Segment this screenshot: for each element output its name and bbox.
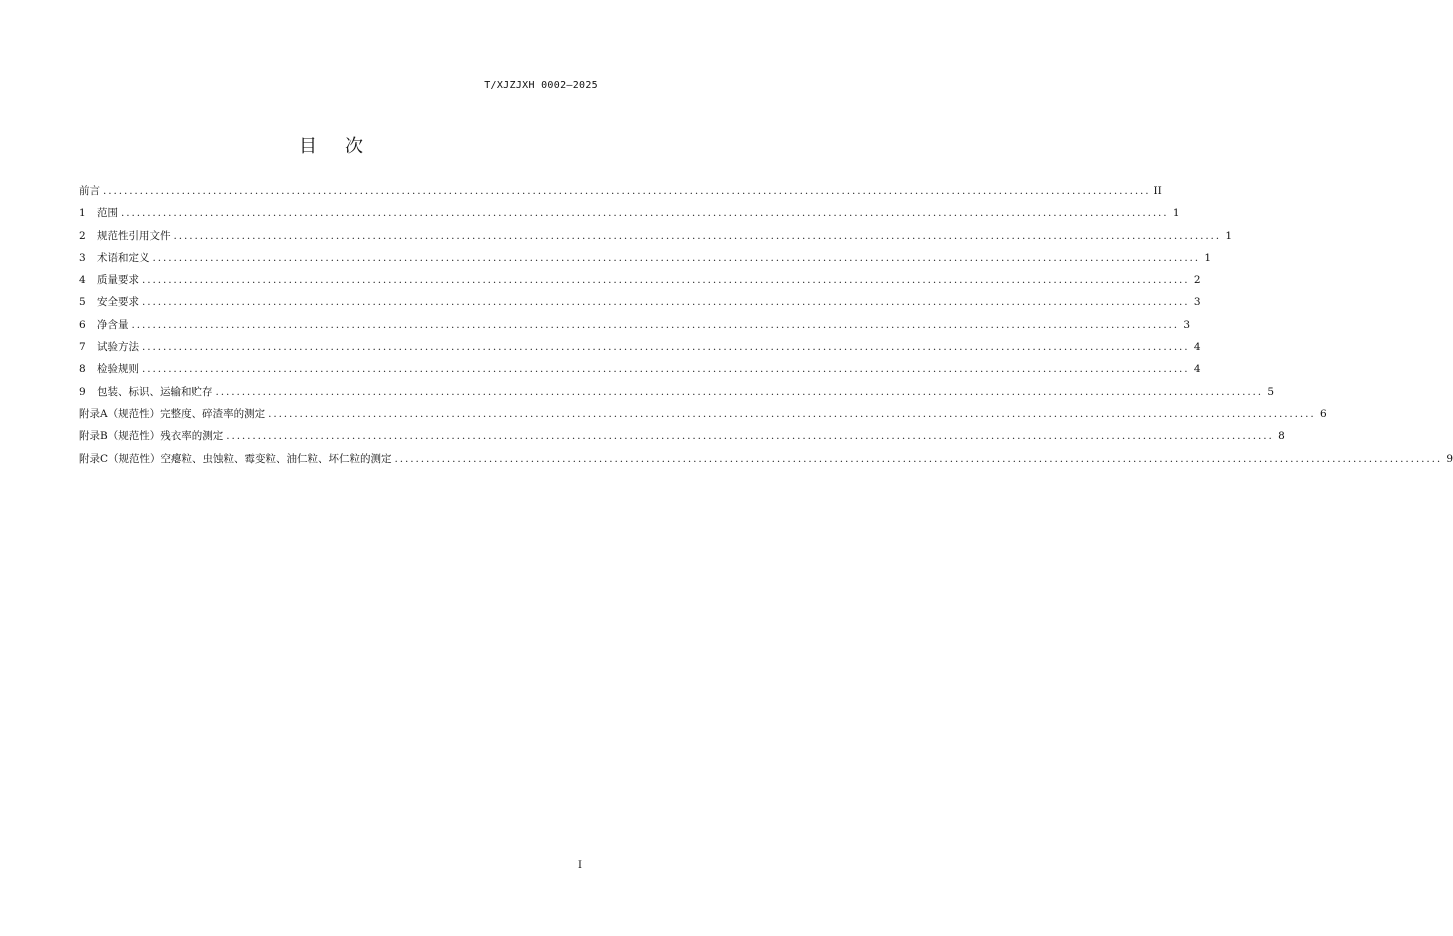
- toc-entry-page: 6: [1319, 407, 1327, 420]
- page-number: I: [578, 860, 582, 871]
- toc-appendix-number: 附录A（规范性）: [79, 407, 161, 420]
- toc-entry-appendix-b[interactable]: [79, 425, 1285, 447]
- toc-entry-label: 前言: [79, 185, 100, 197]
- toc-entry-label: 空瘪粒、虫蚀粒、霉变粒、油仁粒、坏仁粒的测定: [160, 452, 392, 465]
- toc-entry-number: 3: [79, 251, 86, 264]
- toc-entry-2[interactable]: [79, 225, 1233, 247]
- toc-leader-dots: ........................................................................................................................................................................................................: [131, 318, 1180, 331]
- toc-entry-page: 8: [1278, 430, 1285, 443]
- toc-entry-label: 范围: [97, 207, 118, 220]
- toc-entry-4[interactable]: [79, 269, 1201, 291]
- toc-leader-dots: ........................................................................................................................................................................................................: [215, 385, 1264, 398]
- toc-entry-page: 1: [1225, 229, 1233, 242]
- toc-entry-7[interactable]: [79, 336, 1201, 358]
- toc-entry-page: 3: [1183, 318, 1191, 331]
- toc-entry-label: 试验方法: [97, 341, 139, 354]
- toc-entry-page: 1: [1204, 251, 1212, 264]
- toc-entry-number: 7: [79, 341, 86, 354]
- toc-entry-page: II: [1153, 185, 1162, 197]
- toc-entry-9[interactable]: [79, 381, 1275, 403]
- toc-entry-label: 残衣率的测定: [160, 430, 224, 443]
- toc-leader-dots: ........................................................................................................................................................................................................: [142, 296, 1190, 309]
- toc-entry-page: 2: [1193, 274, 1201, 287]
- toc-leader-dots: ........................................................................................................................................................................................................: [142, 341, 1190, 354]
- toc-leader-dots: ........................................................................................................................................................................................................: [142, 363, 1190, 376]
- toc-leader-dots: ........................................................................................................................................................................................................: [142, 274, 1190, 287]
- toc-entry-8[interactable]: [79, 358, 1201, 380]
- toc-entry-number: 2: [79, 229, 86, 242]
- toc-entry-1[interactable]: [79, 202, 1180, 224]
- toc-entry-number: 8: [79, 363, 86, 376]
- toc-entry-label: 术语和定义: [97, 251, 150, 264]
- toc-entry-number: 5: [79, 296, 86, 309]
- toc-entry-number: 1: [79, 207, 86, 220]
- toc-entry-label: 安全要求: [97, 296, 139, 309]
- toc-entry-page: 1: [1172, 207, 1180, 220]
- toc-leader-dots: ........................................................................................................................................................................................................: [394, 452, 1443, 465]
- toc-entry-5[interactable]: [79, 291, 1201, 313]
- toc-leader-dots: ........................................................................................................................................................................................................: [173, 229, 1222, 242]
- toc-entry-label: 完整度、碎渣率的测定: [160, 407, 266, 420]
- toc-entry-page: 9: [1446, 452, 1453, 465]
- toc-leader-dots: ........................................................................................................................................................................................................: [103, 185, 1151, 197]
- toc-leader-dots: ........................................................................................................................................................................................................: [226, 430, 1274, 443]
- toc-leader-dots: ........................................................................................................................................................................................................: [121, 207, 1169, 220]
- table-of-contents: [79, 180, 1453, 470]
- document-code: T/XJZJXH 0002—2025: [484, 80, 598, 91]
- toc-leader-dots: ........................................................................................................................................................................................................: [268, 407, 1316, 420]
- page-title: [0, 132, 662, 158]
- toc-entry-page: 4: [1193, 363, 1201, 376]
- toc-entry-label: 检验规则: [97, 363, 139, 376]
- toc-entry-number: 6: [79, 318, 86, 331]
- toc-entry-3[interactable]: [79, 247, 1212, 269]
- toc-entry-number: 9: [79, 385, 86, 398]
- toc-entry-page: 4: [1193, 341, 1201, 354]
- toc-entry-6[interactable]: [79, 314, 1191, 336]
- toc-appendix-number: 附录B（规范性）: [79, 430, 161, 443]
- toc-leader-dots: ........................................................................................................................................................................................................: [152, 251, 1201, 264]
- toc-entry-label: 质量要求: [97, 274, 139, 287]
- title-char-2: 次: [345, 136, 363, 157]
- toc-entry-page: 5: [1267, 385, 1275, 398]
- toc-appendix-number: 附录C（规范性）: [79, 452, 161, 465]
- toc-entry-number: 4: [79, 274, 86, 287]
- toc-entry-appendix-a[interactable]: [79, 403, 1327, 425]
- toc-entry-page: 3: [1193, 296, 1201, 309]
- toc-entry-label: 包装、标识、运输和贮存: [97, 385, 213, 398]
- toc-entry-label: 净含量: [97, 318, 129, 331]
- toc-entry-label: 规范性引用文件: [97, 229, 171, 242]
- toc-entry-foreword[interactable]: [79, 180, 1162, 202]
- toc-entry-appendix-c[interactable]: [79, 448, 1453, 470]
- title-char-1: 目: [299, 136, 317, 157]
